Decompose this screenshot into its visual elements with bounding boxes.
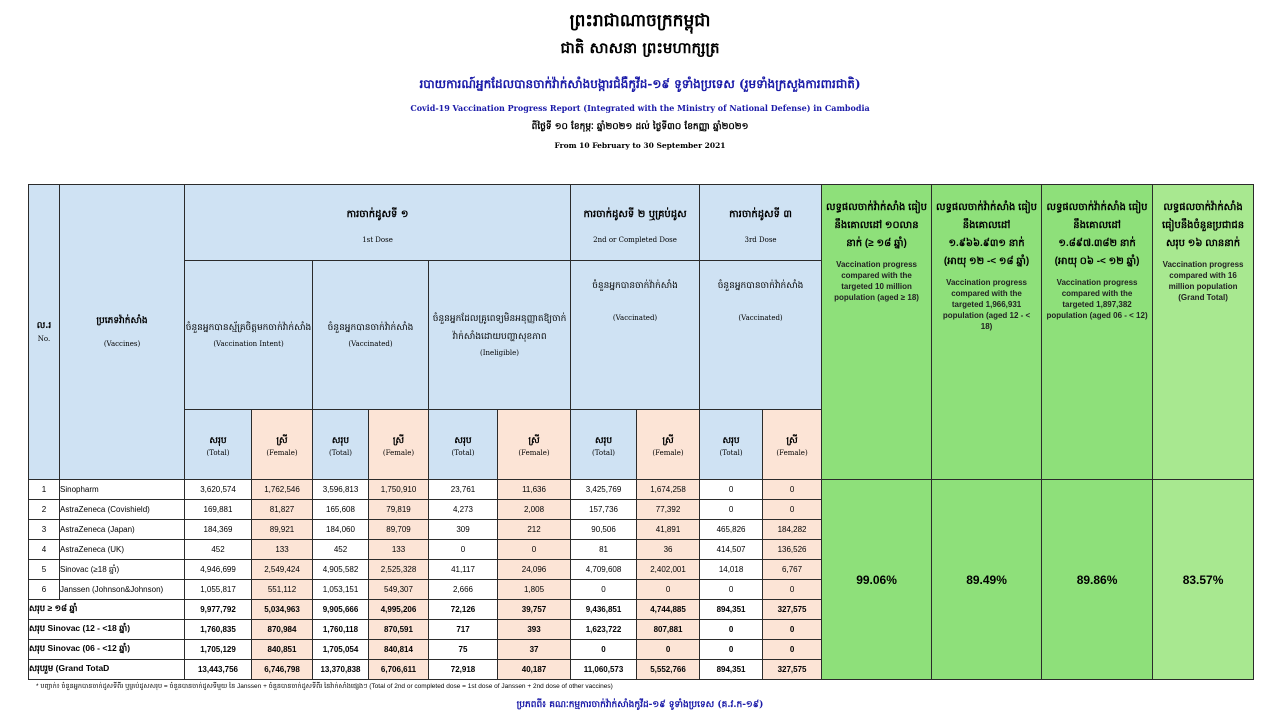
- total-value: 9,977,792: [185, 600, 252, 620]
- vaccine-header: [60, 185, 185, 480]
- total-value: 14,018: [700, 560, 763, 580]
- progress-header-1: [822, 185, 932, 480]
- source-line: ប្រភពពី៖ គណៈកម្មការចាក់វ៉ាក់សាំងកូវីដ-១៩ ទូទាំងប្រទេស (គ.វ.ក-១៩): [516, 700, 764, 710]
- row-number: 5: [29, 560, 60, 580]
- total-value: 894,351: [700, 600, 763, 620]
- table-row: [29, 480, 1254, 500]
- female-value: 393: [498, 620, 571, 640]
- female-header-en: (Female): [266, 448, 298, 457]
- progress-value-1: 99.06%: [822, 480, 932, 680]
- ineligible-header: [429, 261, 571, 410]
- total-header-km: សរុប: [722, 435, 740, 446]
- female-value: 40,187: [498, 660, 571, 680]
- total-value: 165,608: [313, 500, 369, 520]
- no-header: [29, 185, 60, 480]
- female-value: 41,891: [637, 520, 700, 540]
- vaccine-header-en: (Vaccines): [103, 340, 141, 348]
- total-value: 41,117: [429, 560, 498, 580]
- female-value: 5,034,963: [252, 600, 313, 620]
- vaccinated-header-km: ចំនួនអ្នកបានចាក់វ៉ាក់សាំង: [327, 323, 414, 333]
- dose1-header: [185, 185, 571, 261]
- female-header-en: (Female): [652, 448, 684, 457]
- total-value: 1,705,054: [313, 640, 369, 660]
- total-value: 3,425,769: [571, 480, 637, 500]
- female-value: 0: [763, 620, 822, 640]
- progress-header-2: [932, 185, 1042, 480]
- female-value: 36: [637, 540, 700, 560]
- female-value: 551,112: [252, 580, 313, 600]
- total-value: 1,623,722: [571, 620, 637, 640]
- row-number: 4: [29, 540, 60, 560]
- female-header-en: (Female): [382, 448, 415, 457]
- female-value: 6,706,611: [369, 660, 429, 680]
- total-value: 4,709,608: [571, 560, 637, 580]
- total-value: 81: [571, 540, 637, 560]
- total-value: 0: [700, 580, 763, 600]
- vaccine-name: Sinovac (≥18 ឆ្នាំ): [60, 560, 185, 580]
- ineligible-header-km: ចំនួនអ្នកដែលគ្រូពេទ្យមិនអនុញ្ញាតឱ្យចាក់វ៉ាក់សាំងដោយបញ្ហាសុខភាព: [432, 314, 567, 342]
- total-header-en: (Total): [719, 448, 743, 457]
- progress-header-3-en: Vaccination progress compared with the targeted 1,897,382 population (aged 06 - < 12): [1046, 278, 1148, 320]
- total-value: 9,905,666: [313, 600, 369, 620]
- progress-header-4: [1153, 185, 1254, 480]
- female-value: 840,814: [369, 640, 429, 660]
- no-header-en: No.: [37, 335, 51, 343]
- female-value: 6,767: [763, 560, 822, 580]
- female-value: 0: [498, 540, 571, 560]
- footnote: * បញ្ជាក់៖ ចំនួនអ្នកបានចាក់ដូសទីពីរ ឬគ្រប់ដូសសរុប = ចំនួនបានចាក់ដូសទីមួយ នៃ Janssen + ចំនួនបានចាក់ដូសទីពីរ នៃវ៉ាក់សាំងផ្សេងៗ (Total of 2nd or completed dose = 1st dose of Janssen + 2nd dose of other vaccines): [36, 683, 613, 690]
- female-value: 136,526: [763, 540, 822, 560]
- no-header-km: ល.រ: [36, 321, 52, 331]
- total-value: 13,370,838: [313, 660, 369, 680]
- total-value: 3,596,813: [313, 480, 369, 500]
- vaccine-name: AstraZeneca (Japan): [60, 520, 185, 540]
- vaccine-name: Sinopharm: [60, 480, 185, 500]
- female-value: 5,552,766: [637, 660, 700, 680]
- national-motto: ជាតិ សាសនា ព្រះមហាក្សត្រ: [560, 39, 720, 57]
- progress-header-3: [1042, 185, 1153, 480]
- female-value: 870,984: [252, 620, 313, 640]
- total-value: 23,761: [429, 480, 498, 500]
- progress-value-4: 83.57%: [1153, 480, 1254, 680]
- dose2-vaccinated-en: (Vaccinated): [612, 314, 658, 322]
- summary-label: សរុបរួម (Grand TotaD: [29, 660, 185, 680]
- total-value: 11,060,573: [571, 660, 637, 680]
- intent-header-km: ចំនួនអ្នកបានស្ម័គ្រចិត្តមកចាក់វ៉ាក់សាំង: [185, 323, 312, 333]
- female-value: 870,591: [369, 620, 429, 640]
- total-value: 2,666: [429, 580, 498, 600]
- dose3-vaccinated-km: ចំនួនអ្នកបានចាក់វ៉ាក់សាំង: [717, 281, 804, 291]
- total-value: 894,351: [700, 660, 763, 680]
- female-value: 133: [369, 540, 429, 560]
- row-number: 2: [29, 500, 60, 520]
- female-value: 6,746,798: [252, 660, 313, 680]
- intent-header: [185, 261, 313, 410]
- progress-header-2-km: លទ្ធផលចាក់វ៉ាក់សាំង ធៀបនឹងគោលដៅ ១.៩៦៦.៩៣១ នាក់ (អាយុ ១២ -< ១៨ ឆ្នាំ): [936, 202, 1038, 267]
- female-value: 2,525,328: [369, 560, 429, 580]
- table-body: [29, 480, 1254, 680]
- female-value: 2,402,001: [637, 560, 700, 580]
- female-value: 39,757: [498, 600, 571, 620]
- progress-header-4-km: លទ្ធផលចាក់វ៉ាក់សាំង ធៀបនឹងចំនួនប្រជាជនសរុប ១៦ លាននាក់: [1161, 202, 1245, 249]
- female-value: 77,392: [637, 500, 700, 520]
- summary-label: សរុប ≥ ១៨ ឆ្នាំ: [29, 600, 185, 620]
- total-value: 4,905,582: [313, 560, 369, 580]
- dose3-header-km: ការចាក់ដូសទី ៣: [729, 209, 792, 220]
- female-value: 0: [763, 500, 822, 520]
- female-value: 79,819: [369, 500, 429, 520]
- total-value: 169,881: [185, 500, 252, 520]
- female-value: 4,995,206: [369, 600, 429, 620]
- total-value: 90,506: [571, 520, 637, 540]
- total-value: 72,918: [429, 660, 498, 680]
- total-value: 452: [185, 540, 252, 560]
- dose2-header-km: ការចាក់ដូសទី ២ ឬគ្រប់ដូស: [583, 209, 687, 220]
- row-number: 1: [29, 480, 60, 500]
- total-header-km: សរុប: [454, 435, 472, 446]
- female-value: 840,851: [252, 640, 313, 660]
- female-value: 0: [637, 580, 700, 600]
- total-value: 0: [571, 580, 637, 600]
- total-value: 1,055,817: [185, 580, 252, 600]
- total-header-km: សរុប: [331, 435, 350, 446]
- report-date-khmer: ពីថ្ងៃទី ១០ ខែកុម្ភៈ ឆ្នាំ២០២១ ដល់ ថ្ងៃទី៣០ ខែកញ្ញា ឆ្នាំ២០២១: [531, 122, 749, 132]
- total-value: 4,946,699: [185, 560, 252, 580]
- female-value: 0: [763, 480, 822, 500]
- total-value: 3,620,574: [185, 480, 252, 500]
- female-value: 11,636: [498, 480, 571, 500]
- vaccine-header-km: ប្រភេទវ៉ាក់សាំង: [96, 316, 148, 326]
- dose1-header-km: ការចាក់ដូសទី ១: [346, 209, 409, 220]
- dose1-header-en: 1st Dose: [362, 236, 393, 244]
- total-value: 157,736: [571, 500, 637, 520]
- female-value: 212: [498, 520, 571, 540]
- female-value: 807,881: [637, 620, 700, 640]
- dose2-header-en: 2nd or Completed Dose: [593, 236, 677, 244]
- progress-value-3: 89.86%: [1042, 480, 1153, 680]
- progress-header-2-en: Vaccination progress compared with the targeted 1,966,931 population (aged 12 - < 18): [942, 278, 1031, 331]
- total-value: 452: [313, 540, 369, 560]
- dose3-vaccinated-header: [700, 261, 822, 410]
- total-value: 309: [429, 520, 498, 540]
- progress-header-1-en: Vaccination progress compared with the targeted 10 million population (aged ≥ 18): [834, 260, 919, 302]
- total-value: 1,705,129: [185, 640, 252, 660]
- female-value: 24,096: [498, 560, 571, 580]
- female-value: 37: [498, 640, 571, 660]
- total-header-en: (Total): [328, 448, 353, 457]
- progress-header-1-km: លទ្ធផលចាក់វ៉ាក់សាំង ធៀបនឹងគោលដៅ ១០លាន នាក់ (≥ ១៨ ឆ្នាំ): [826, 202, 928, 249]
- female-value: 184,282: [763, 520, 822, 540]
- female-value: 89,921: [252, 520, 313, 540]
- female-header-en: (Female): [776, 448, 808, 457]
- total-value: 0: [700, 620, 763, 640]
- total-value: 0: [571, 640, 637, 660]
- vaccinated-header-en: (Vaccinated): [348, 340, 393, 348]
- total-value: 72,126: [429, 600, 498, 620]
- total-header-en: (Total): [592, 448, 616, 457]
- female-value: 1,805: [498, 580, 571, 600]
- female-header-km: ស្រី: [786, 435, 798, 446]
- intent-header-en: (Vaccination Intent): [213, 340, 284, 348]
- vaccine-name: AstraZeneca (Covishield): [60, 500, 185, 520]
- vaccinated-header: [313, 261, 429, 410]
- female-value: 327,575: [763, 600, 822, 620]
- row-number: 3: [29, 520, 60, 540]
- total-header-km: សរុប: [209, 435, 227, 446]
- female-header-km: ស្រី: [392, 435, 405, 446]
- female-value: 89,709: [369, 520, 429, 540]
- total-value: 1,053,151: [313, 580, 369, 600]
- vaccine-name: Janssen (Johnson&Johnson): [60, 580, 185, 600]
- female-value: 1,750,910: [369, 480, 429, 500]
- female-header-en: (Female): [518, 448, 550, 457]
- total-header-km: សរុប: [594, 435, 613, 446]
- female-value: 327,575: [763, 660, 822, 680]
- total-value: 717: [429, 620, 498, 640]
- total-value: 9,436,851: [571, 600, 637, 620]
- total-header-en: (Total): [451, 448, 475, 457]
- dose2-vaccinated-header: [571, 261, 700, 410]
- kingdom-title: ព្រះរាជាណាចក្រកម្ពុជា: [569, 11, 711, 31]
- total-value: 75: [429, 640, 498, 660]
- female-value: 2,549,424: [252, 560, 313, 580]
- progress-header-3-km: លទ្ធផលចាក់វ៉ាក់សាំង ធៀបនឹងគោលដៅ ១.៨៩៧.៣៨២ នាក់ (អាយុ ០៦ -< ១២ ឆ្នាំ): [1046, 202, 1148, 267]
- dose3-header: [700, 185, 822, 261]
- female-value: 1,674,258: [637, 480, 700, 500]
- total-header-en: (Total): [206, 448, 230, 457]
- total-value: 465,826: [700, 520, 763, 540]
- total-value: 0: [429, 540, 498, 560]
- progress-header-4-en: Vaccination progress compared with 16 million population (Grand Total): [1162, 260, 1244, 302]
- total-value: 1,760,835: [185, 620, 252, 640]
- dose2-header: [571, 185, 700, 261]
- total-value: 1,760,118: [313, 620, 369, 640]
- female-value: 4,744,885: [637, 600, 700, 620]
- vaccine-name: AstraZeneca (UK): [60, 540, 185, 560]
- total-value: 414,507: [700, 540, 763, 560]
- female-value: 1,762,546: [252, 480, 313, 500]
- ineligible-header-en: (Ineligible): [480, 349, 519, 357]
- female-value: 133: [252, 540, 313, 560]
- female-value: 0: [637, 640, 700, 660]
- progress-value-2: 89.49%: [932, 480, 1042, 680]
- summary-label: សរុប Sinovac (12 - <18 ឆ្នាំ): [29, 620, 185, 640]
- total-value: 13,443,756: [185, 660, 252, 680]
- total-value: 184,060: [313, 520, 369, 540]
- dose3-vaccinated-en: (Vaccinated): [738, 314, 783, 322]
- total-value: 0: [700, 500, 763, 520]
- report-title-english: Covid-19 Vaccination Progress Report (Integrated with the Ministry of National Defense) in Cambodia: [410, 103, 870, 113]
- total-value: 0: [700, 640, 763, 660]
- female-header-km: ស្រី: [528, 435, 540, 446]
- female-value: 2,008: [498, 500, 571, 520]
- female-value: 0: [763, 580, 822, 600]
- vaccination-table: [28, 184, 1254, 680]
- summary-label: សរុប Sinovac (06 - <12 ឆ្នាំ): [29, 640, 185, 660]
- total-value: 0: [700, 480, 763, 500]
- row-number: 6: [29, 580, 60, 600]
- female-value: 81,827: [252, 500, 313, 520]
- female-value: 549,307: [369, 580, 429, 600]
- female-header-km: ស្រី: [276, 435, 288, 446]
- report-date-english: From 10 February to 30 September 2021: [554, 141, 726, 150]
- female-header-km: ស្រី: [662, 435, 674, 446]
- report-title-khmer: របាយការណ៍អ្នកដែលបានចាក់វ៉ាក់សាំងបង្ការជំងឺកូវីដ-១៩ ទូទាំងប្រទេស (រួមទាំងក្រសួងការពារជាតិ): [419, 77, 861, 91]
- total-value: 4,273: [429, 500, 498, 520]
- dose3-header-en: 3rd Dose: [744, 236, 777, 244]
- female-value: 0: [763, 640, 822, 660]
- total-value: 184,369: [185, 520, 252, 540]
- dose2-vaccinated-km: ចំនួនអ្នកបានចាក់វ៉ាក់សាំង: [592, 281, 678, 291]
